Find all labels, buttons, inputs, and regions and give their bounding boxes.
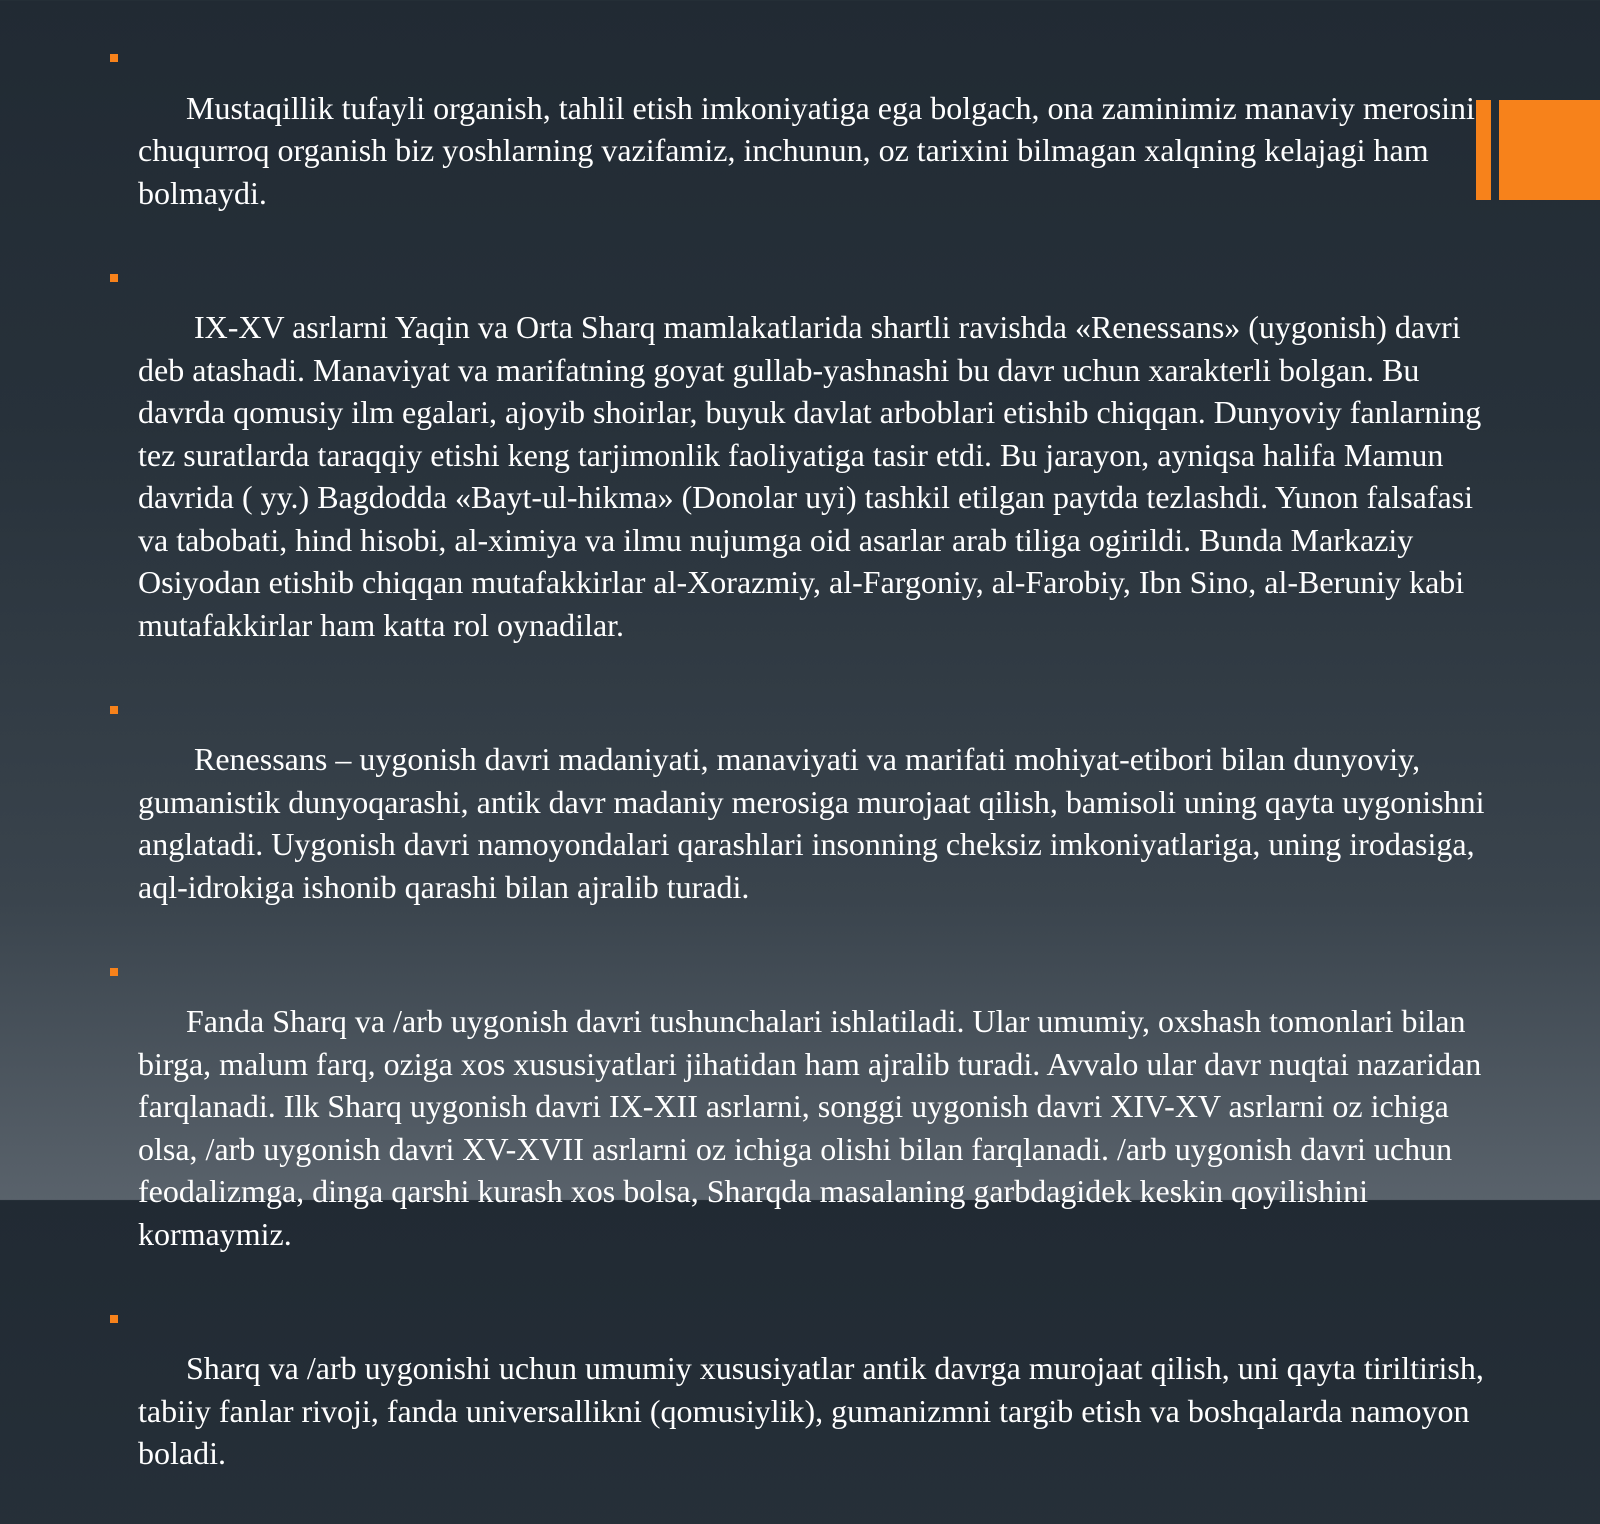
bullet-text: Renessans – uygonish davri madaniyati, manaviyati va marifati mohiyat-etibori bilan dunyoviy, gumanistik dunyoqarashi, antik davr madaniy merosiga murojaat qilish, bamisoli uning qayta uygonishni anglatadi. Uygonish davri namoyondalari qarashlari insonning cheksiz imkoniyatlariga, uning irodasiga, aql-idrokiga ishonib qarashi bilan ajralib turadi. (138, 741, 1493, 905)
bullet-text: Mustaqillik tufayli organish, tahlil etish imkoniyatiga ega bolgach, ona zaminimiz manaviy merosini chuqurroq organish biz yoshlarning vazifamiz, inchunun, oz tarixini bilmagan xalqning kelajagi ham bolmaydi. (138, 89, 1483, 211)
bullet-item (110, 1305, 1490, 1518)
bullet-text: Sharq va /arb uygonishi uchun umumiy xususiyatlar antik davrga murojaat qilish, uni qayta tiriltirish, tabiiy fanlar rivoji, fanda universallikni (qomusiylik), gumanizmni targib etish va boshqalarda namoyon boladi. (138, 1350, 1492, 1471)
bullet-text: Fanda Sharq va /arb uygonish davri tushunchalari ishlatiladi. Ular umumiy, oxshash tomonlari bilan birga, malum farq, oziga xos xususiyatlari jihatidan ham ajralib turadi. Avvalo ular davr nuqtai nazaridan farqlanadi. Ilk Sharq uygonish davri IX-XII asrlarni, songgi uygonish davri XIV-XV asrlarni oz ichiga olsa, /arb uygonish davri XV-XVII asrlarni oz ichiga olishi bilan farqlanadi. /arb uygonish davri uchun feodalizmga, dinga qarshi kurash xos bolsa, Sharqda masalaning garbdagidek keskin qoyilishini kormaymiz. (138, 1003, 1490, 1252)
bullet-item (110, 696, 1493, 951)
square-bullet-icon (110, 968, 118, 976)
square-bullet-icon (110, 274, 118, 282)
bullet-item (110, 958, 1490, 1298)
bullet-list (110, 44, 1493, 1524)
accent-bar-thick (1499, 100, 1600, 200)
bullet-item (110, 264, 1490, 689)
square-bullet-icon (110, 706, 118, 714)
square-bullet-icon (110, 54, 118, 62)
bullet-item (110, 44, 1490, 257)
square-bullet-icon (110, 1315, 118, 1323)
bullet-text: IX-XV asrlarni Yaqin va Orta Sharq mamlakatlarida shartli ravishda «Renessans» (uygonish) davri deb atashadi. Manaviyat va marifatning goyat gullab-yashnashi bu davr uchun xarakterli bolgan. Bu davrda qomusiy ilm egalari, ajoyib shoirlar, buyuk davlat arboblari etishib chiqqan. Dunyoviy fanlarning tez suratlarda taraqqiy etishi keng tarjimonlik faoliyatiga tasir etdi. Bu jarayon, ayniqsa halifa Mamun davrida ( yy.) Bagdodda «Bayt-ul-hikma» (Donolar uyi) tashkil etilgan paytda tezlashdi. Yunon falsafasi va tabobati, hind hisobi, al-ximiya va ilmu nujumga oid asarlar arab tiliga ogirildi. Bunda Markaziy Osiyodan etishib chiqqan mutafakkirlar al-Xorazmiy, al-Fargoniy, al-Farobiy, Ibn Sino, al-Beruniy kabi mutafakkirlar ham katta rol oynadilar. (138, 309, 1490, 643)
